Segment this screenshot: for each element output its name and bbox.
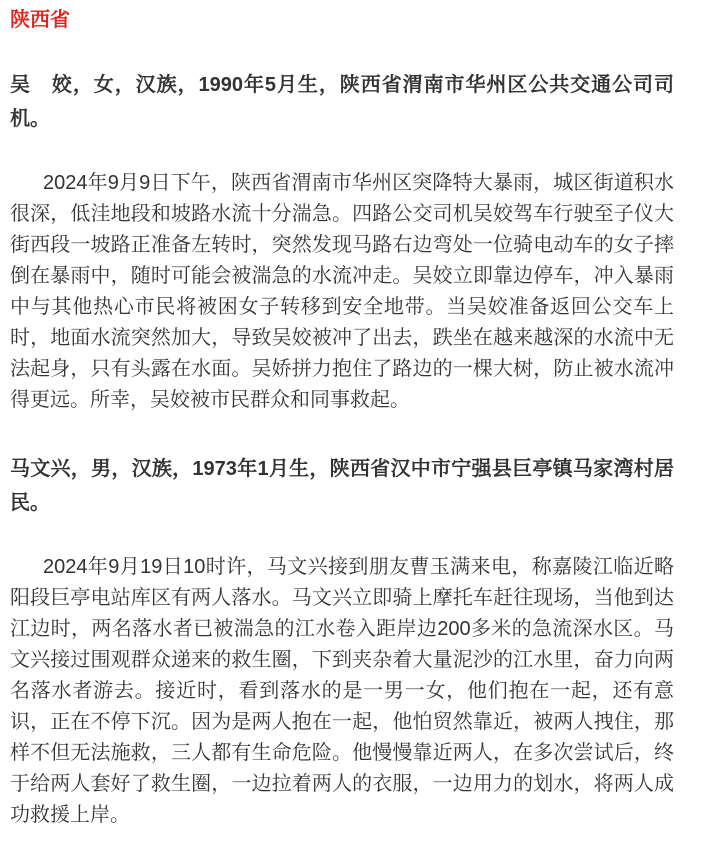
person-intro-wujiao: 吴 姣，女，汉族，1990年5月生，陕西省渭南市华州区公共交通公司司机。 xyxy=(10,74,674,130)
province-heading: 陕西省 xyxy=(10,9,70,31)
story-mawenxing: 2024年9月19日10时许，马文兴接到朋友曹玉满来电，称嘉陵江临近略阳段巨亭电站库区有两人落水。马文兴立即骑上摩托车赶往现场，当他到达江边时，两名落水者已被湍急的江水卷入距岸边200多米的急流深水区。马文兴接过围观群众递来的救生圈，下到夹杂着大量泥沙的江水里，奋力向两名落水者游去。接近时，看到落水的是一男一女，他们抱在一起，还有意识，正在不停下沉。因为是两人抱在一起，他怕贸然靠近，被两人拽住，那样不但无法施救，三人都有生命危险。他慢慢靠近两人，在多次尝试后，终于给两人套好了救生圈，一边拉着两人的衣服，一边用力的划水，将两人成功救援上岸。 xyxy=(10,556,674,826)
story-wujiao: 2024年9月9日下午，陕西省渭南市华州区突降特大暴雨，城区街道积水很深，低洼地段和坡路水流十分湍急。四路公交司机吴姣驾车行驶至子仪大街西段一坡路正准备左转时，突然发现马路右边弯处一位骑电动车的女子摔倒在暴雨中，随时可能会被湍急的水流冲走。吴姣立即靠边停车，冲入暴雨中与其他热心市民将被困女子转移到安全地带。当吴姣准备返回公交车上时，地面水流突然加大，导致吴姣被冲了出去，跌坐在越来越深的水流中无法起身，只有头露在水面。吴娇拼力抱住了路边的一棵大树，防止被水流冲得更远。所幸，吴姣被市民群众和同事救起。 xyxy=(10,172,674,411)
person-intro-mawenxing: 马文兴，男，汉族，1973年1月生，陕西省汉中市宁强县巨亭镇马家湾村居民。 xyxy=(10,458,674,514)
